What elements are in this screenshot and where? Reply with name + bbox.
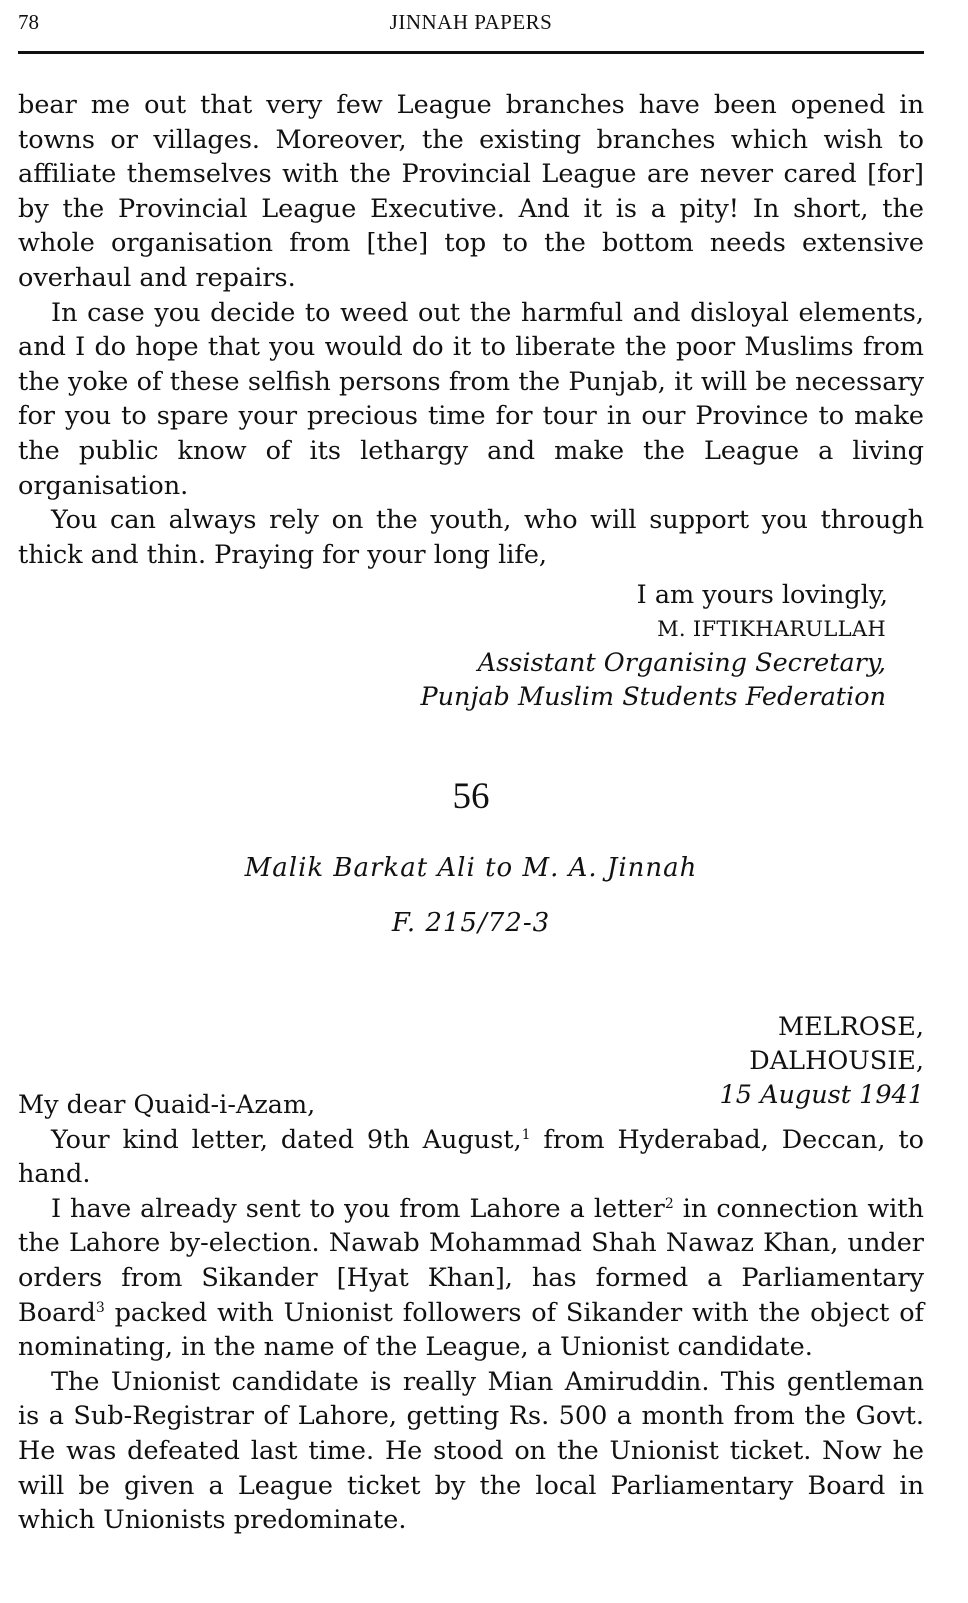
paragraph: bear me out that very few League branches have been opened in towns or villages. Moreover, the existing branches which wish to affiliate themselves with the Provincial League are never cared [for] by the Provincial League Executive. And it is a pity! In short, the whole organisation from [the] top to the bottom needs extensive overhaul and repairs.: [18, 90, 924, 293]
paragraph: In case you decide to weed out the harmful and disloyal elements, and I do hope that you would do it to liberate the poor Muslims from the yoke of these selfish persons from the Punjab, it will be necessary for you to spare your precious time for tour in our Province to make the public know of its lethargy and make the League a living organisation.: [18, 297, 924, 501]
running-title: JINNAH PAPERS: [389, 10, 553, 34]
paragraph: You can always rely on the youth, who will support you through thick and thin. Praying for your long life,: [18, 505, 924, 570]
text-run: packed with Unionist followers of Sikander with the object of nominating, in the name of the League, a Unionist candidate.: [18, 1297, 924, 1363]
footnote-marker: 3: [95, 1299, 105, 1316]
paragraph: The Unionist candidate is really Mian Amiruddin. This gentleman is a Sub-Registrar of Lahore, getting Rs. 500 a month from the Govt. He was defeated last time. He stood on the Unionist ticket. Now he will be given a League ticket by the local Parliamentary Board in which Unionists predominate.: [18, 1366, 924, 1536]
text-run: I have already sent to you from Lahore a letter: [51, 1193, 665, 1224]
salutation: My dear Quaid-i-Azam,: [18, 1090, 316, 1120]
text-run: in connection with the Lahore by-election. Nawab Mohammad Shah Nawaz Khan, under orders from Sikander [Hyat Khan], has formed a Parliamentary Board: [18, 1193, 924, 1328]
letter-date: 15 August 1941: [719, 1080, 924, 1110]
document-reference: F. 215/72-3: [391, 908, 551, 938]
address-line: MELROSE,: [778, 1012, 924, 1042]
paragraph: [18, 1123, 924, 1192]
letter-text: [18, 1088, 924, 1538]
signature-block: [420, 578, 886, 714]
footnote-marker: 1: [521, 1126, 531, 1143]
signatory-title: Assistant Organising Secretary,: [477, 648, 886, 678]
address-line: DALHOUSIE,: [749, 1046, 924, 1076]
closing-line: I am yours lovingly,: [636, 580, 888, 610]
document-number: 56: [452, 776, 490, 817]
signatory-name: M. IFTIKHARULLAH: [657, 617, 886, 641]
page-number: 78: [18, 10, 39, 34]
running-header: [18, 6, 924, 36]
document-title: Malik Barkat Ali to M. A. Jinnah: [244, 853, 698, 883]
text-run: from Hyderabad, Deccan, to hand.: [18, 1124, 924, 1190]
continuation-text: [18, 88, 924, 572]
text-run: Your kind letter, dated 9th August,: [51, 1124, 522, 1155]
signatory-organisation: Punjab Muslim Students Federation: [420, 682, 886, 712]
header-rule: [18, 51, 924, 54]
footnote-marker: 2: [664, 1195, 674, 1212]
paragraph: [18, 1192, 924, 1365]
